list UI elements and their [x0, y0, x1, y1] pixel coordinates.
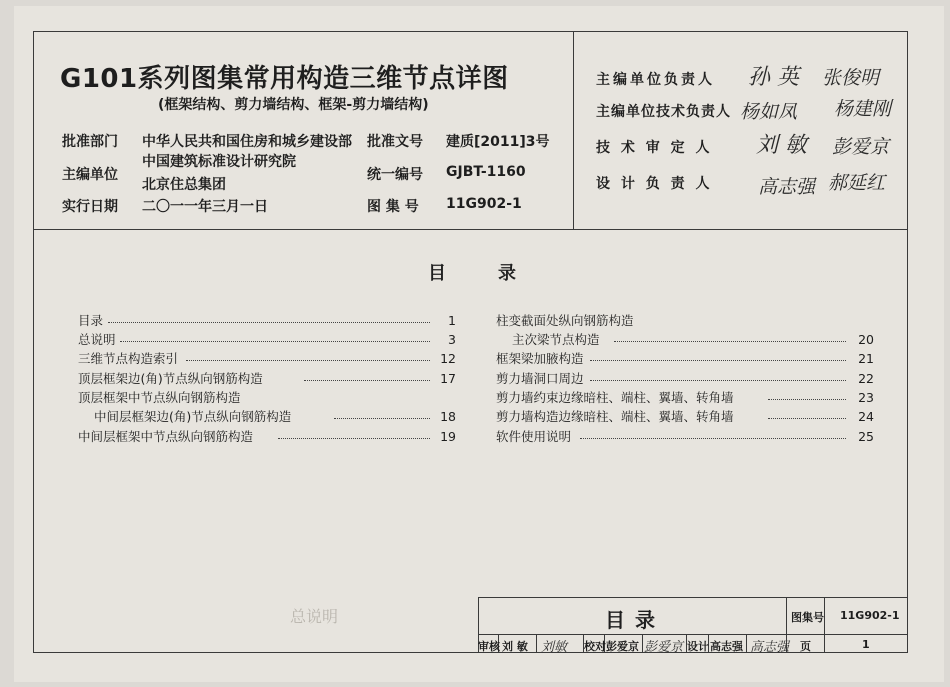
toc-entry[interactable]: [78, 350, 456, 368]
header-signature-panel: [574, 31, 908, 230]
bleed-through-text: 总说明: [290, 607, 339, 626]
signature: 刘 敏: [756, 133, 807, 158]
check-label: 校对: [584, 640, 606, 653]
toc-entry[interactable]: [78, 331, 456, 349]
document-title: G101系列图集常用构造三维节点详图: [60, 64, 509, 94]
title-block-divider: [642, 634, 643, 653]
toc-entry-label: 剪力墙洞口周边: [496, 371, 584, 386]
design-label: 设计: [687, 640, 709, 653]
title-block-divider: [824, 597, 825, 653]
toc-heading-char-1: 目: [428, 263, 446, 284]
toc-leader-dots: [120, 341, 430, 342]
toc-entry-label: 剪力墙约束边缘暗柱、端柱、翼墙、转角墙: [496, 390, 734, 405]
review-signature: 刘敏: [541, 640, 568, 655]
toc-entry-label: 软件使用说明: [496, 429, 572, 444]
check-signature: 彭爱京: [644, 640, 684, 655]
toc-entry[interactable]: [78, 370, 456, 388]
editor-unit-value-1: 中国建筑标准设计研究院: [142, 154, 296, 170]
page-label: 页: [800, 640, 811, 653]
toc-entry-page: 1: [448, 313, 456, 328]
toc-leader-dots: [614, 341, 846, 342]
toc-leader-dots: [334, 418, 430, 419]
toc-entry-page: 12: [440, 351, 456, 366]
toc-entry-label: 框架梁加腋构造: [496, 351, 584, 366]
toc-leader-dots: [590, 380, 846, 381]
unified-no-value: GJBT-1160: [446, 164, 526, 180]
toc-entry[interactable]: [496, 408, 874, 426]
editor-unit-label: 主编单位: [62, 167, 118, 183]
signature: 张俊明: [822, 67, 880, 89]
toc-leader-dots: [108, 322, 430, 323]
title-block-divider: [478, 634, 908, 635]
toc-entry-page: 3: [448, 332, 456, 347]
document-subtitle: (框架结构、剪力墙结构、框架-剪力墙结构): [158, 97, 429, 113]
impl-date-label: 实行日期: [62, 199, 118, 215]
design-signature: 高志强: [750, 640, 790, 655]
toc-entry-page: 19: [440, 429, 456, 444]
toc-entry[interactable]: [496, 312, 874, 330]
toc-entry-page: 22: [858, 371, 874, 386]
title-block-title: 目录: [605, 608, 665, 632]
toc-entry[interactable]: [496, 331, 874, 349]
review-label: 审核: [478, 640, 500, 653]
design-name: 高志强: [710, 640, 743, 653]
toc-entry-page: 20: [858, 332, 874, 347]
toc-entry-label: 中间层框架边(角)节点纵向钢筋构造: [94, 409, 292, 424]
responsible-label: 主编单位技术负责人: [596, 104, 731, 120]
signature: 彭爱京: [832, 136, 890, 158]
toc-entry-label: 柱变截面处纵向钢筋构造: [496, 313, 634, 328]
approval-dept-label: 批准部门: [62, 134, 118, 150]
responsible-label: 技 术 审 定 人: [596, 140, 713, 156]
page-value: 1: [862, 638, 870, 651]
unified-no-label: 统一编号: [367, 167, 423, 183]
toc-entry-page: 21: [858, 351, 874, 366]
toc-entry[interactable]: [496, 428, 874, 446]
toc-entry-label: 目录: [78, 313, 104, 328]
toc-entry[interactable]: [496, 389, 874, 407]
toc-leader-dots: [768, 418, 846, 419]
toc-entry-label: 顶层框架中节点纵向钢筋构造: [78, 390, 241, 405]
toc-entry[interactable]: [78, 389, 456, 407]
toc-entry-label: 剪力墙构造边缘暗柱、端柱、翼墙、转角墙: [496, 409, 734, 424]
toc-entry-page: 25: [858, 429, 874, 444]
toc-entry-page: 23: [858, 390, 874, 405]
impl-date-value: 二〇一一年三月一日: [142, 199, 268, 215]
approval-doc-value: 建质[2011]3号: [446, 134, 550, 150]
signature: 郝延红: [828, 172, 886, 194]
signature: 杨建刚: [834, 98, 892, 120]
toc-leader-dots: [768, 399, 846, 400]
review-name: 刘 敏: [502, 640, 528, 653]
toc-right-column: [496, 312, 874, 452]
toc-entry[interactable]: [78, 312, 456, 330]
toc-leader-dots: [278, 438, 430, 439]
toc-leader-dots: [590, 360, 846, 361]
toc-entry-label: 三维节点构造索引: [78, 351, 179, 366]
responsible-label: 设 计 负 责 人: [596, 176, 713, 192]
toc-leader-dots: [580, 438, 846, 439]
toc-entry-page: 17: [440, 371, 456, 386]
toc-entry-page: 24: [858, 409, 874, 424]
toc-entry-page: 18: [440, 409, 456, 424]
responsible-label: 主编单位负责人: [596, 72, 715, 88]
toc-entry-label: 中间层框架中节点纵向钢筋构造: [78, 429, 254, 444]
toc-entry[interactable]: [78, 408, 456, 426]
atlas-no-value: 11G902-1: [446, 196, 522, 212]
toc-entry[interactable]: [78, 428, 456, 446]
signature: 孙 英: [748, 65, 799, 90]
title-block-divider: [746, 634, 747, 653]
editor-unit-value-2: 北京住总集团: [142, 177, 226, 193]
toc-entry-label: 主次梁节点构造: [512, 332, 600, 347]
signature: 高志强: [758, 176, 816, 198]
toc-left-column: [78, 312, 456, 452]
approval-doc-label: 批准文号: [367, 134, 423, 150]
approval-dept-value: 中华人民共和国住房和城乡建设部: [142, 134, 352, 150]
toc-leader-dots: [186, 360, 430, 361]
toc-leader-dots: [304, 380, 430, 381]
toc-entry-label: 顶层框架边(角)节点纵向钢筋构造: [78, 371, 263, 386]
toc-heading-char-2: 录: [498, 263, 516, 284]
signature: 杨如凤: [740, 101, 798, 123]
title-block-atlas-value: 11G902-1: [840, 609, 900, 622]
atlas-no-label: 图 集 号: [367, 199, 419, 215]
toc-entry[interactable]: [496, 370, 874, 388]
toc-entry-label: 总说明: [78, 332, 116, 347]
toc-entry[interactable]: [496, 350, 874, 368]
check-name: 彭爱京: [606, 640, 639, 653]
title-block-atlas-label: 图集号: [791, 611, 824, 624]
title-block-divider: [536, 634, 537, 653]
